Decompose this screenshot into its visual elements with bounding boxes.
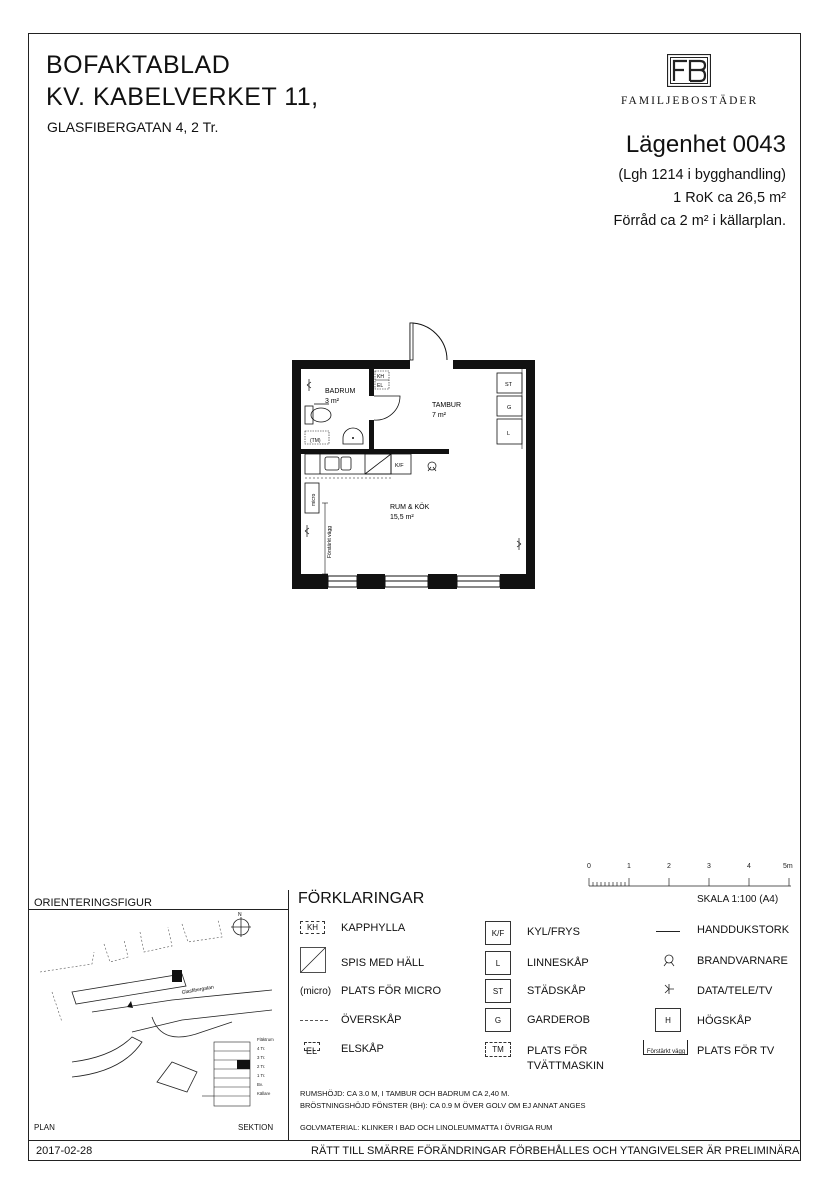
legend-kapphylla: KAPPHYLLA (341, 922, 406, 934)
kh-label: KH (377, 374, 384, 380)
floor-label-2: 3 Tr. (257, 1055, 266, 1060)
floor-label-4: 1 Tr. (257, 1073, 266, 1078)
storage-info: Förråd ca 2 m² i källarplan. (613, 213, 786, 229)
orientation-top-line (28, 909, 288, 910)
legend-divider (288, 890, 289, 1140)
st-label: ST (505, 382, 513, 388)
document-date: 2017-02-28 (36, 1145, 93, 1157)
kf-label: K/F (395, 463, 404, 469)
room-area-rum-kok: 15,5 m² (390, 514, 414, 521)
garderob-symbol: G (485, 1008, 511, 1032)
stadskap-symbol: ST (485, 979, 511, 1003)
legend-kylfrys: KYL/FRYS (527, 926, 580, 938)
hogskap-symbol: H (655, 1008, 681, 1032)
legend-plats-for-tv: PLATS FÖR TV (697, 1045, 775, 1057)
l-label: L (507, 431, 511, 437)
legend-title: FÖRKLARINGAR (298, 890, 425, 907)
el-label: EL (377, 383, 384, 389)
legend-tvattmaskin: PLATS FÖR (527, 1045, 588, 1057)
handdukstork-icon (656, 931, 680, 932)
address: GLASFIBERGATAN 4, 2 Tr. (47, 119, 219, 135)
footer-line (28, 1140, 801, 1141)
scale-tick-5: 5m (783, 863, 793, 870)
linneskap-symbol: L (485, 951, 511, 975)
apartment-size: 1 RoK ca 26,5 m² (673, 190, 786, 206)
legend-stadskap: STÄDSKÅP (527, 985, 586, 997)
data-tele-tv-icon (662, 982, 676, 996)
orientation-title: ORIENTERINGSFIGUR (34, 897, 152, 909)
scale-label: SKALA 1:100 (A4) (697, 894, 779, 905)
elskap-symbol-text: EL (306, 1046, 318, 1056)
note-room-height: RUMSHÖJD: CA 3.0 M, I TAMBUR OCH BADRUM CA 2,40 M. (300, 1089, 510, 1098)
kapphylla-symbol: KH (300, 921, 325, 934)
floor-label-1: 4 Tr. (257, 1046, 266, 1051)
room-label-badrum: BADRUM (325, 388, 356, 395)
floor-label-6: Källare (257, 1091, 271, 1096)
room-area-tambur: 7 m² (432, 412, 446, 419)
floor-plan (285, 318, 545, 603)
legend-tvattmaskin-line2: TVÄTTMASKIN (527, 1060, 605, 1072)
legend-hogskap: HÖGSKÅP (697, 1015, 752, 1027)
overskap-symbol (300, 1020, 328, 1021)
room-label-rum-kok: RUM & KÖK (390, 504, 430, 511)
north-label: N (238, 912, 242, 918)
scale-tick-4: 4 (747, 863, 751, 870)
legend-data-tele-tv: DATA/TELE/TV (697, 985, 773, 997)
floor-label-0: Fläktrum (257, 1037, 274, 1042)
section-label: SEKTION (238, 1123, 274, 1132)
building-reference: (Lgh 1214 i bygghandling) (618, 167, 786, 183)
scale-tick-3: 3 (707, 863, 711, 870)
tm-label: (TM) (310, 438, 321, 444)
orientation-map (32, 912, 286, 1127)
plan-label: PLAN (34, 1123, 55, 1132)
g-label: G (507, 405, 512, 411)
property-name: KV. KABELVERKET 11, (46, 83, 319, 111)
scale-tick-1: 1 (627, 863, 631, 870)
note-floor-material: GOLVMATERIAL: KLINKER I BAD OCH LINOLEUMMATTA I ÖVRIGA RUM (300, 1123, 553, 1132)
micro-symbol: (micro) (300, 986, 332, 997)
room-label-tambur: TAMBUR (432, 402, 462, 409)
scale-tick-0: 0 (587, 863, 591, 870)
legend-handdukstork: HANDDUKSTORK (697, 924, 790, 936)
brandvarnare-icon (662, 953, 676, 967)
spis-icon (300, 947, 326, 973)
scale-tick-2: 2 (667, 863, 671, 870)
tv-plats-symbol-text: Förstärkt vägg (646, 1049, 686, 1055)
street-label: Glasfibergatan (181, 984, 215, 996)
floor-label-3: 2 Tr. (257, 1064, 266, 1069)
micro-label: micro (311, 493, 317, 506)
apartment-number: Lägenhet 0043 (625, 131, 786, 158)
kylfrys-symbol: K/F (485, 921, 511, 945)
tvattmaskin-symbol: TM (485, 1042, 511, 1057)
legend-overskap: ÖVERSKÅP (341, 1014, 402, 1026)
legend-garderob: GARDEROB (527, 1014, 590, 1026)
room-area-badrum: 3 m² (325, 398, 339, 405)
familjebostader-logo (667, 54, 711, 87)
brand-name: FAMILJEBOSTÄDER (621, 95, 759, 107)
forstarkt-vagg-label: Förstärkt vägg (327, 526, 333, 558)
legend-elskap: ELSKÅP (341, 1043, 384, 1055)
legend-micro: PLATS FÖR MICRO (341, 985, 442, 997)
floor-label-5: Bv. (257, 1082, 263, 1087)
page-title: BOFAKTABLAD (46, 51, 231, 79)
disclaimer: RÄTT TILL SMÄRRE FÖRÄNDRINGAR FÖRBEHÅLLES OCH YTANGIVELSER ÄR PRELIMINÄRA (311, 1145, 800, 1157)
legend-spis: SPIS MED HÄLL (341, 957, 425, 969)
legend-linneskap: LINNESKÅP (527, 957, 589, 969)
legend-brandvarnare: BRANDVARNARE (697, 955, 788, 967)
note-window-height: BRÖSTNINGSHÖJD FÖNSTER (BH): CA 0.9 M ÖVER GOLV OM EJ ANNAT ANGES (300, 1101, 586, 1110)
